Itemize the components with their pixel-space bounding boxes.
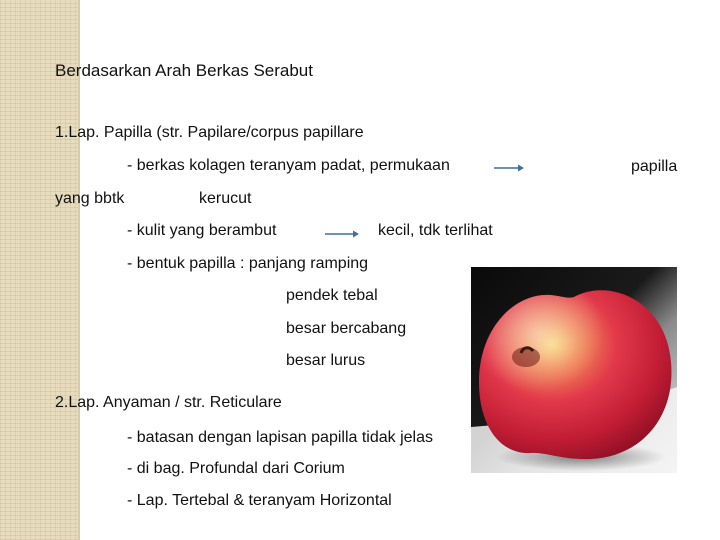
line-yang-bbtk: yang bbtk <box>55 190 125 207</box>
arrow-right-icon <box>494 163 524 173</box>
bullet-shape: - bentuk papilla : panjang ramping <box>127 255 369 272</box>
section2-bullet: - batasan dengan lapisan papilla tidak jelas <box>127 429 433 446</box>
decorative-left-bar <box>0 0 78 540</box>
shape-option: pendek tebal <box>286 287 378 304</box>
bullet-collagen-result: papilla <box>631 158 678 175</box>
shape-option: besar lurus <box>286 352 366 369</box>
bullet-hairy-skin-result: kecil, tdk terlihat <box>378 222 493 239</box>
section2-heading: 2.Lap. Anyaman / str. Reticulare <box>55 394 282 411</box>
section2-bullet: - Lap. Tertebal & teranyam Horizontal <box>127 492 392 509</box>
section1-heading: 1.Lap. Papilla (str. Papilare/corpus papillare <box>55 124 364 141</box>
apple-photo <box>471 267 677 473</box>
left-bar-edge <box>78 0 80 540</box>
shape-option: besar bercabang <box>286 320 407 337</box>
section2-bullet: - di bag. Profundal dari Corium <box>127 460 345 477</box>
arrow-right-icon <box>325 229 359 239</box>
bullet-collagen: - berkas kolagen teranyam padat, permukaan <box>127 157 450 174</box>
bullet-hairy-skin: - kulit yang berambut <box>127 222 277 239</box>
line-kerucut: kerucut <box>199 190 252 207</box>
slide-title: Berdasarkan Arah Berkas Serabut <box>55 61 313 80</box>
